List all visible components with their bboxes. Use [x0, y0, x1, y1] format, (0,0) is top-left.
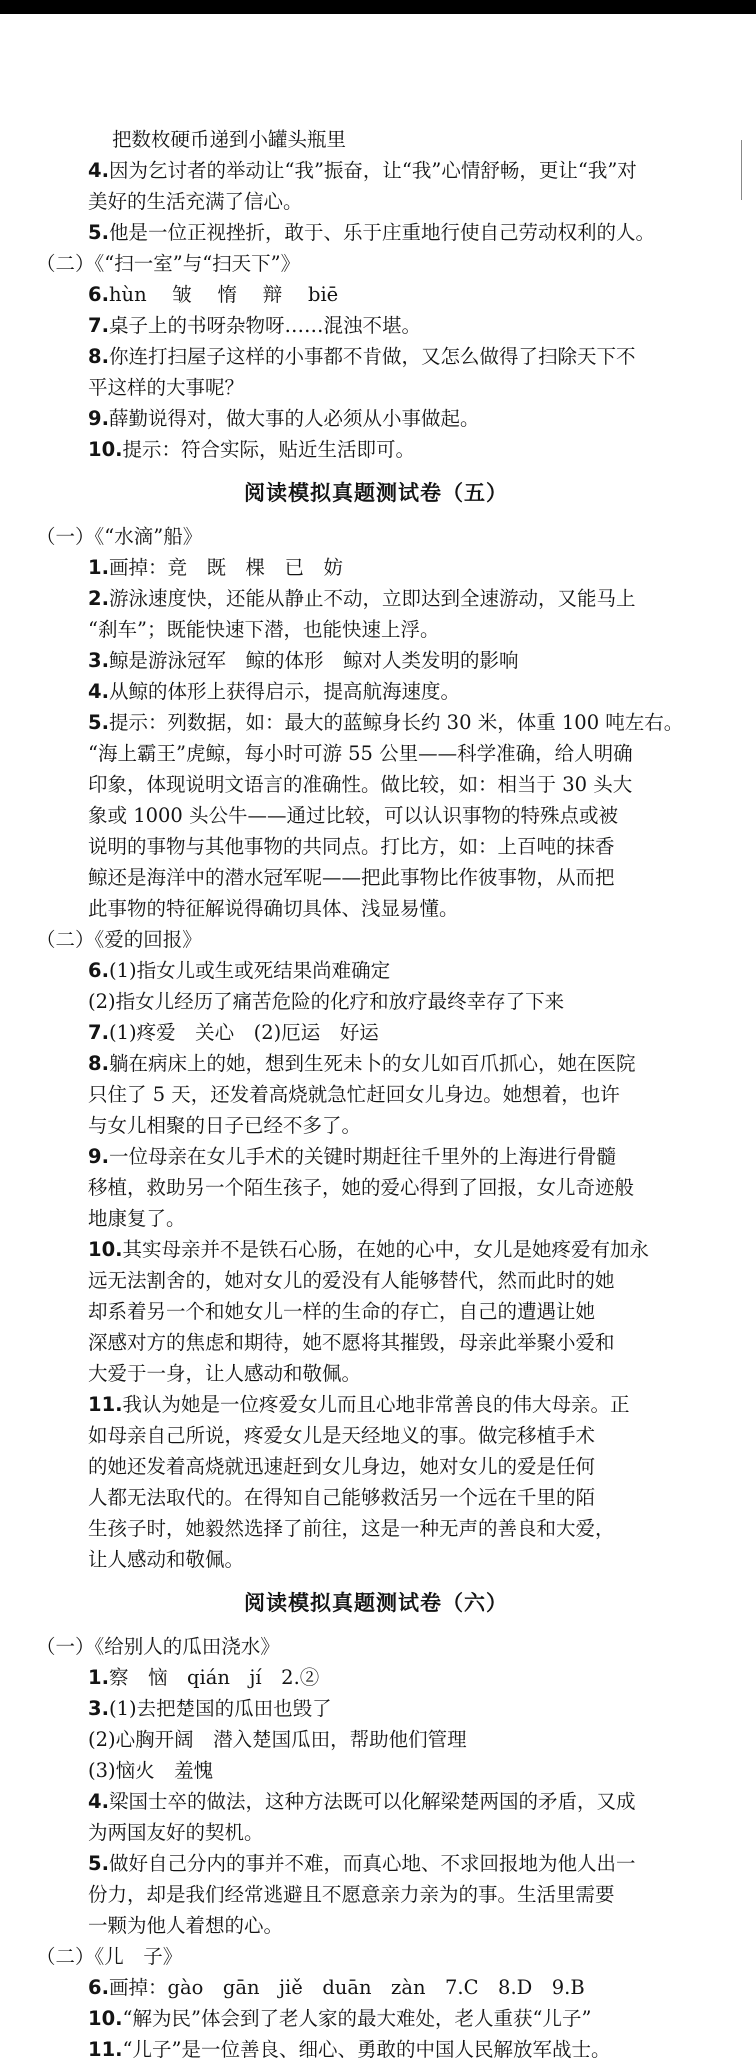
answer-line: [36, 676, 716, 707]
answer-text: “刹车”；既能快速下潜，也能快速上浮。: [88, 618, 440, 641]
answer-text: 印象，体现说明文语言的准确性。做比较，如：相当于 30 头大: [88, 773, 633, 796]
answer-line: [36, 1141, 716, 1172]
question-number: 8.: [88, 345, 109, 368]
answer-line: [36, 738, 716, 769]
question-number: 5.: [88, 1852, 109, 1875]
answer-text: 生孩子时，她毅然选择了前往，这是一种无声的善良和大爱，: [88, 1517, 615, 1540]
answer-text: （一）《给别人的瓜田浇水》: [36, 1635, 280, 1658]
question-number: 6.: [88, 959, 109, 982]
answer-text: 深感对方的焦虑和期待，她不愿将其摧毁，母亲此举聚小爱和: [88, 1331, 615, 1354]
question-number: 6.: [88, 1976, 109, 1999]
answer-line: [36, 2003, 716, 2034]
answer-text: (2)心胸开阔 潜入楚国瓜田，帮助他们管理: [88, 1728, 467, 1751]
answer-text: 躺在病床上的她，想到生死未卜的女儿如百爪抓心，她在医院: [108, 1052, 636, 1075]
answer-text: 桌子上的书呀杂物呀……混浊不堪。: [108, 314, 421, 337]
answer-text: 提示：符合实际，贴近生活即可。: [122, 438, 416, 461]
question-number: 3.: [88, 649, 109, 672]
answer-line: [36, 372, 716, 403]
question-number: 1.: [88, 556, 109, 579]
answer-text: 人都无法取代的。在得知自己能够救活另一个远在千里的陌: [88, 1486, 596, 1509]
answer-text: 一位母亲在女儿手术的关键时期赶往千里外的上海进行骨髓: [108, 1145, 616, 1168]
answer-text: (1)疼爱 关心 (2)厄运 好运: [108, 1021, 379, 1044]
answer-line: [36, 769, 716, 800]
answer-line: [36, 217, 716, 248]
section-test-6: [36, 1631, 716, 2065]
answer-text: 地康复了。: [88, 1207, 186, 1230]
question-number: 3.: [88, 1697, 109, 1720]
answer-text: （一）《“水滴”船》: [36, 525, 203, 548]
answer-text: 与女儿相聚的日子已经不多了。: [88, 1114, 362, 1137]
answer-page: [36, 124, 716, 2065]
answer-text: 如母亲自己所说，疼爱女儿是天经地义的事。做完移植手术: [88, 1424, 596, 1447]
answer-line: [36, 1544, 716, 1575]
answer-line: [36, 310, 716, 341]
question-number: 9.: [88, 1145, 109, 1168]
question-number: 6.: [88, 283, 109, 306]
answer-line: [36, 521, 716, 552]
answer-line: [36, 552, 716, 583]
answer-text: 的她还发着高烧就迅速赶到女儿身边，她对女儿的爱是任何: [88, 1455, 596, 1478]
answer-text: “解为民”体会到了老人家的最大难处，老人重获“儿子”: [122, 2007, 592, 2030]
answer-line: [36, 434, 716, 465]
answer-line: [36, 707, 716, 738]
question-number: 10.: [88, 1238, 123, 1261]
answer-text: 份力，却是我们经常逃避且不愿意亲力亲为的事。生活里需要: [88, 1883, 615, 1906]
answer-text: hùn 皱 惰 辩 biē: [108, 283, 339, 306]
answer-text: 一颗为他人着想的心。: [88, 1914, 284, 1937]
answer-line: [36, 614, 716, 645]
question-number: 7.: [88, 314, 109, 337]
answer-line: [36, 403, 716, 434]
question-number: 1.: [88, 1666, 109, 1689]
answer-line: [36, 279, 716, 310]
answer-text: 说明的事物与其他事物的共同点。打比方，如：上百吨的抹香: [88, 835, 615, 858]
answer-text: (1)指女儿或生或死结果尚难确定: [108, 959, 391, 982]
answer-text: 我认为她是一位疼爱女儿而且心地非常善良的伟大母亲。正: [122, 1393, 630, 1416]
answer-line: [36, 1358, 716, 1389]
answer-line: [36, 1079, 716, 1110]
question-number: 10.: [88, 2007, 123, 2030]
answer-text: (3)恼火 羞愧: [88, 1759, 214, 1782]
answer-line: [36, 1513, 716, 1544]
answer-line: [36, 186, 716, 217]
answer-text: 大爱于一身，让人感动和敬佩。: [88, 1362, 362, 1385]
answer-text: 薛勤说得对，做大事的人必须从小事做起。: [108, 407, 480, 430]
question-number: 2.: [88, 587, 109, 610]
answer-line: [36, 583, 716, 614]
answer-line: [36, 1172, 716, 1203]
question-number: 4.: [88, 159, 109, 182]
answer-line: [36, 1420, 716, 1451]
question-number: 4.: [88, 680, 109, 703]
question-number: 5.: [88, 711, 109, 734]
answer-line: [36, 1482, 716, 1513]
answer-line: [36, 1265, 716, 1296]
answer-line: [36, 1724, 716, 1755]
question-number: 8.: [88, 1052, 109, 1075]
answer-text: “儿子”是一位善良、细心、勇敢的中国人民解放军战士。: [122, 2038, 611, 2061]
answer-line: [36, 1662, 716, 1693]
answer-line: [36, 955, 716, 986]
answer-text: 让人感动和敬佩。: [88, 1548, 245, 1571]
answer-text: 你连打扫屋子这样的小事都不肯做，又怎么做得了扫除天下不: [108, 345, 636, 368]
answer-text: 美好的生活充满了信心。: [88, 190, 303, 213]
question-number: 4.: [88, 1790, 109, 1813]
answer-text: （二）《儿 子》: [36, 1945, 183, 1968]
answer-line: [36, 2034, 716, 2065]
answer-text: 为两国友好的契机。: [88, 1821, 264, 1844]
answer-line: [36, 1017, 716, 1048]
question-number: 7.: [88, 1021, 109, 1044]
answer-line: [36, 1110, 716, 1141]
question-number: 10.: [88, 438, 123, 461]
answer-line: [36, 1203, 716, 1234]
answer-text: 平这样的大事呢？: [88, 376, 245, 399]
section-test-5: [36, 521, 716, 1575]
answer-line: [36, 1879, 716, 1910]
answer-line: [36, 1234, 716, 1265]
answer-line: [36, 1631, 716, 1662]
question-number: 11.: [88, 2038, 123, 2061]
answer-text: 游泳速度快，还能从静止不动，立即达到全速游动，又能马上: [108, 587, 636, 610]
answer-line: [36, 986, 716, 1017]
answer-text: 他是一位正视挫折，敢于、乐于庄重地行使自己劳动权利的人。: [108, 221, 655, 244]
answer-text: 做好自己分内的事并不难，而真心地、不求回报地为他人出一: [108, 1852, 636, 1875]
answer-text: 因为乞讨者的举动让“我”振奋，让“我”心情舒畅，更让“我”对: [108, 159, 637, 182]
answer-text: 梁国士卒的做法，这种方法既可以化解梁楚两国的矛盾，又成: [108, 1790, 636, 1813]
question-number: 11.: [88, 1393, 123, 1416]
answer-text: 画掉：gào gān jiě duān zàn 7.C 8.D 9.B: [108, 1976, 585, 1999]
answer-line: [36, 1910, 716, 1941]
margin-rule: [741, 140, 742, 200]
answer-line: [36, 248, 716, 279]
answer-line: [36, 800, 716, 831]
answer-line: [36, 893, 716, 924]
answer-line: [36, 1941, 716, 1972]
answer-text: 此事物的特征解说得确切具体、浅显易懂。: [88, 897, 459, 920]
answer-line: [36, 1972, 716, 2003]
answer-line: [36, 1755, 716, 1786]
answer-line: [36, 124, 716, 155]
test-title-5: 阅读模拟真题测试卷（五）: [244, 481, 508, 505]
answer-text: 只住了 5 天，还发着高烧就急忙赶回女儿身边。她想着，也许: [88, 1083, 620, 1106]
answer-text: 提示：列数据，如：最大的蓝鲸身长约 30 米，体重 100 吨左右。: [108, 711, 684, 734]
answer-line: [36, 862, 716, 893]
answer-text: （二）《“扫一室”与“扫天下”》: [36, 252, 301, 275]
answer-text: “海上霸王”虎鲸，每小时可游 55 公里——科学准确，给人明确: [88, 742, 633, 765]
answer-text: 从鲸的体形上获得启示，提高航海速度。: [108, 680, 460, 703]
answer-line: [36, 1817, 716, 1848]
answer-line: [36, 1296, 716, 1327]
answer-text: 鲸是游泳冠军 鲸的体形 鲸对人类发明的影响: [108, 649, 519, 672]
answer-line: [36, 1327, 716, 1358]
section-continued-answers: [36, 124, 716, 465]
answer-text: 其实母亲并不是铁石心肠，在她的心中，女儿是她疼爱有加永: [122, 1238, 650, 1261]
answer-line: [36, 645, 716, 676]
answer-text: 把数枚硬币递到小罐头瓶里: [112, 128, 347, 151]
answer-text: （二）《爱的回报》: [36, 928, 202, 951]
question-number: 5.: [88, 221, 109, 244]
answer-text: (1)去把楚国的瓜田也毁了: [108, 1697, 332, 1720]
answer-line: [36, 1693, 716, 1724]
answer-text: 鲸还是海洋中的潜水冠军呢——把此事物比作彼事物，从而把: [88, 866, 615, 889]
answer-text: (2)指女儿经历了痛苦危险的化疗和放疗最终幸存了下来: [88, 990, 565, 1013]
top-scan-border: [0, 0, 756, 14]
answer-line: [36, 155, 716, 186]
answer-text: 远无法割舍的，她对女儿的爱没有人能够替代，然而此时的她: [88, 1269, 615, 1292]
answer-line: [36, 1848, 716, 1879]
answer-line: [36, 924, 716, 955]
answer-line: [36, 1451, 716, 1482]
test-title-6: 阅读模拟真题测试卷（六）: [244, 1591, 508, 1615]
answer-text: 察 恼 qián jí 2.②: [108, 1666, 320, 1689]
answer-line: [36, 1389, 716, 1420]
answer-text: 却系着另一个和她女儿一样的生命的存亡，自己的遭遇让她: [88, 1300, 596, 1323]
answer-text: 移植，救助另一个陌生孩子，她的爱心得到了回报，女儿奇迹般: [88, 1176, 635, 1199]
answer-line: [36, 1048, 716, 1079]
answer-line: [36, 1786, 716, 1817]
answer-line: [36, 341, 716, 372]
answer-text: 象或 1000 头公牛——通过比较，可以认识事物的特殊点或被: [88, 804, 619, 827]
question-number: 9.: [88, 407, 109, 430]
answer-text: 画掉：竞 既 棵 已 妨: [108, 556, 343, 579]
answer-line: [36, 831, 716, 862]
